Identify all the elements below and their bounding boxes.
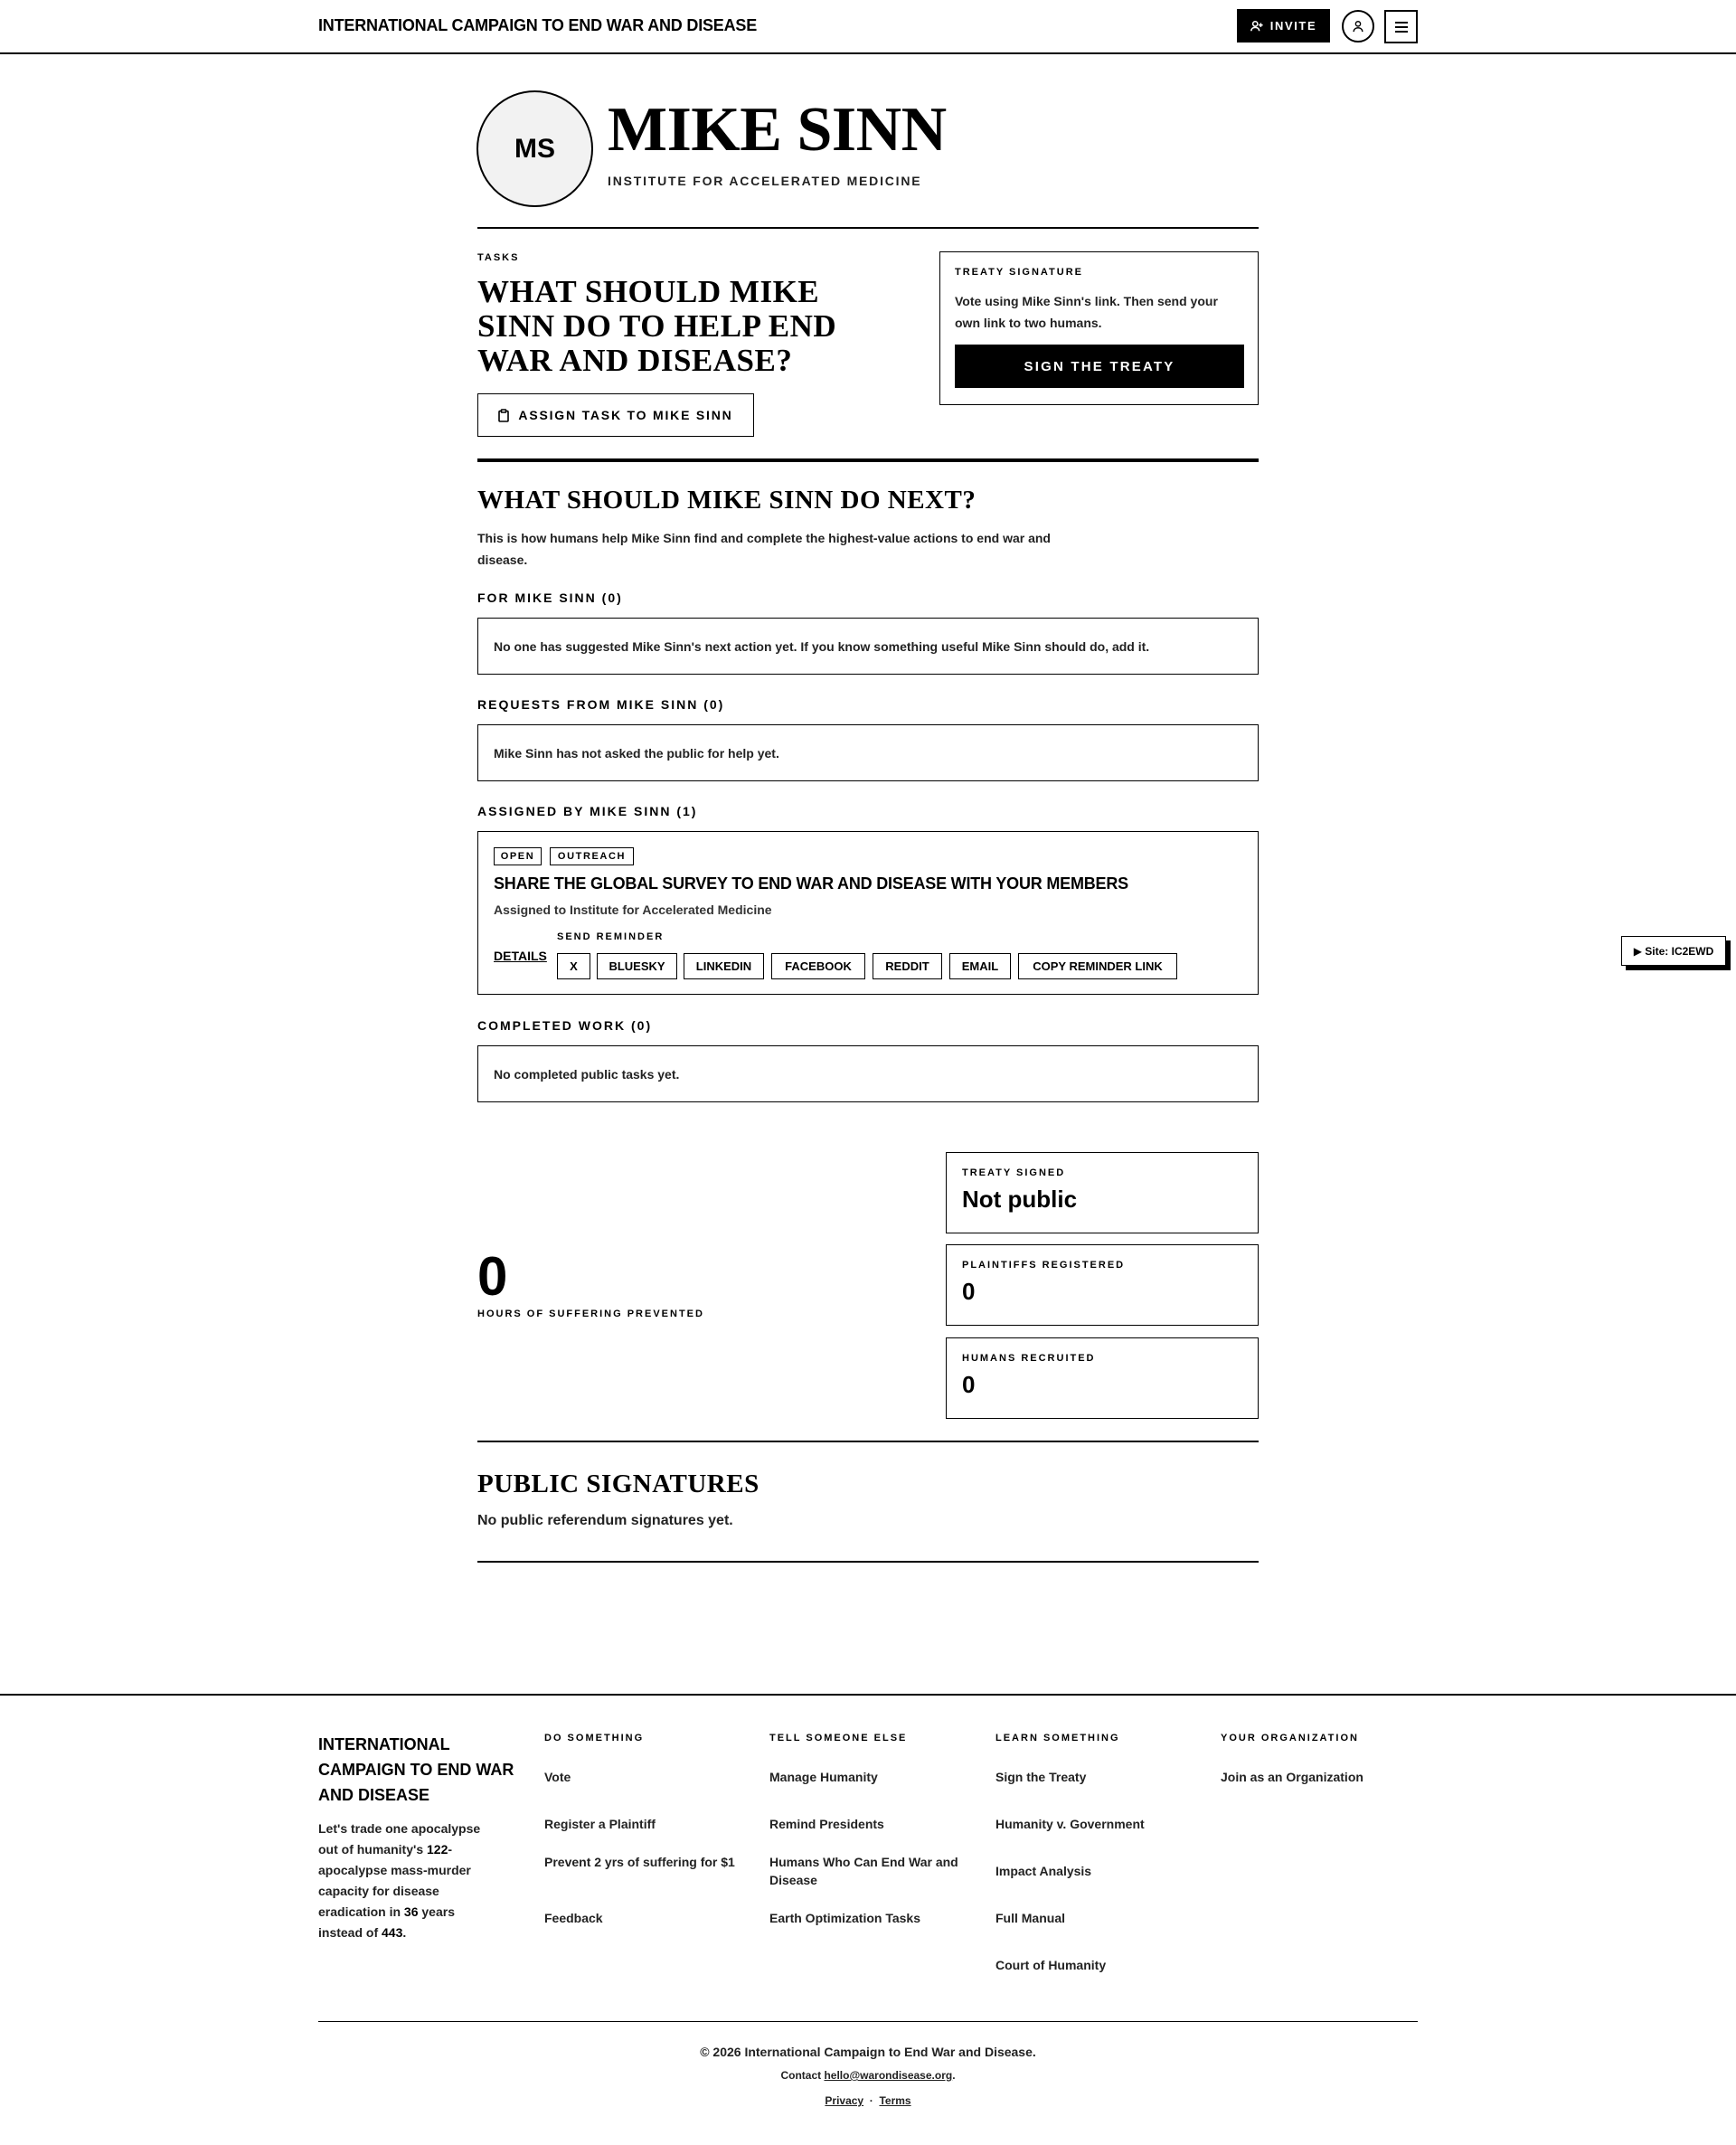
copy-reminder-link-button[interactable]: COPY REMINDER LINK [1018,953,1177,979]
share-bluesky-button[interactable]: BLUESKY [597,953,677,979]
stat-value: Not public [962,1186,1078,1213]
treaty-card-text: Vote using Mike Sinn's link. Then send your own link to two humans. [955,294,1218,330]
tagline-number: 36 [403,1904,419,1919]
contact-email-link[interactable]: hello@warondisease.org [824,2069,953,2082]
treaty-signature-card [939,251,1259,405]
privacy-link[interactable]: Privacy [825,2094,864,2107]
user-plus-icon [1250,20,1263,33]
tagline-number: 443 [382,1925,403,1940]
category-badge: OUTREACH [550,847,634,865]
share-email-button[interactable]: EMAIL [949,953,1011,979]
task-title[interactable]: SHARE THE GLOBAL SURVEY TO END WAR AND DISEASE WITH YOUR MEMBERS [494,874,1128,893]
profile-name: MIKE SINN [608,95,947,165]
footer-link-vote[interactable]: Vote [544,1770,571,1784]
footer-link-remind-presidents[interactable]: Remind Presidents [769,1817,884,1831]
tasks-label: TASKS [477,252,520,263]
footer-link-feedback[interactable]: Feedback [544,1911,603,1925]
requests-section-label: REQUESTS FROM MIKE SINN (0) [477,697,725,712]
tagline-text: -apocalypse mass-murder capacity for disease eradication in [318,1842,471,1919]
tagline-text: years instead of [318,1904,455,1940]
footer-copyright: © 2026 International Campaign to End War and Disease. [700,2045,1036,2059]
next-actions-description: This is how humans help Mike Sinn find and complete the highest-value actions to end war and disease. [477,531,1051,567]
for-section-label: FOR MIKE SINN (0) [477,591,623,605]
top-navigation-bar [0,0,1736,54]
footer-link-prevent-suffering[interactable]: Prevent 2 yrs of suffering for $1 [544,1855,735,1869]
assigned-section-label: ASSIGNED BY MIKE SINN (1) [477,804,698,818]
footer-link-court-of-humanity[interactable]: Court of Humanity [995,1958,1107,1972]
hours-prevented-label: HOURS OF SUFFERING PREVENTED [477,1309,704,1319]
divider [477,227,1259,229]
stat-value: 0 [962,1278,976,1305]
stat-label: HUMANS RECRUITED [962,1353,1096,1364]
share-reddit-button[interactable]: REDDIT [873,953,942,979]
hours-prevented-value: 0 [477,1246,508,1307]
completed-empty-text: No completed public tasks yet. [494,1066,680,1082]
footer-tagline [318,1819,499,1943]
footer-link-full-manual[interactable]: Full Manual [995,1911,1065,1925]
footer-heading-do-something: DO SOMETHING [544,1733,645,1743]
footer-link-register-plaintiff[interactable]: Register a Plaintiff [544,1817,656,1831]
public-signatures-empty: No public referendum signatures yet. [477,1513,733,1528]
footer-heading-tell-someone: TELL SOMEONE ELSE [769,1733,908,1743]
next-actions-heading: WHAT SHOULD MIKE SINN DO NEXT? [477,486,976,515]
avatar: MS [476,90,593,207]
profile-organization[interactable]: INSTITUTE FOR ACCELERATED MEDICINE [608,174,922,188]
site-badge[interactable]: ▶ Site: IC2EWD [1621,936,1726,966]
footer-heading-learn-something: LEARN SOMETHING [995,1733,1120,1743]
for-empty-state [477,618,1259,675]
footer-link-sign-treaty[interactable]: Sign the Treaty [995,1770,1087,1784]
tagline-number: 122 [427,1842,448,1857]
send-reminder-label: SEND REMINDER [557,931,665,942]
task-assignee: Assigned to Institute for Accelerated Medicine [494,902,772,917]
treaty-card-label: TREATY SIGNATURE [955,267,1084,278]
footer-divider [318,2021,1418,2022]
completed-section-label: COMPLETED WORK (0) [477,1018,653,1033]
stat-label: TREATY SIGNED [962,1167,1066,1178]
footer-contact [0,2069,1736,2082]
footer-link-humanity-v-government[interactable]: Humanity v. Government [995,1817,1145,1831]
for-empty-text: No one has suggested Mike Sinn's next action yet. If you know something useful Mike Sinn should do, add it. [494,638,1150,654]
divider [477,1561,1259,1563]
details-link[interactable]: DETAILS [494,949,547,963]
menu-button[interactable] [1384,10,1418,43]
footer-brand: INTERNATIONAL CAMPAIGN TO END WAR AND DISEASE [318,1735,514,1804]
divider [477,1441,1259,1442]
assign-task-label: ASSIGN TASK TO MIKE SINN [518,408,733,422]
footer-link-join-organization[interactable]: Join as an Organization [1221,1770,1363,1784]
footer-link-humans-who-can[interactable]: Humans Who Can End War and Disease [769,1855,958,1887]
public-signatures-heading: PUBLIC SIGNATURES [477,1469,760,1498]
share-x-button[interactable]: X [557,953,590,979]
divider [477,458,1259,462]
tagline-text: . [402,1925,407,1940]
footer-link-impact-analysis[interactable]: Impact Analysis [995,1864,1092,1878]
footer-link-earth-optimization[interactable]: Earth Optimization Tasks [769,1911,920,1925]
invite-button[interactable] [1237,9,1330,43]
footer-link-manage-humanity[interactable]: Manage Humanity [769,1770,878,1784]
status-badge: OPEN [494,847,542,865]
account-button[interactable] [1342,10,1374,43]
tasks-heading: WHAT SHOULD MIKE SINN DO TO HELP END WAR AND DISEASE? [477,274,837,378]
user-icon [1352,20,1364,33]
assigned-task-card [477,831,1259,995]
clipboard-icon [498,409,509,422]
stat-treaty-signed [946,1152,1259,1233]
contact-suffix: . [952,2069,956,2082]
tagline-text: Let's trade one apocalypse out of humanity's [318,1821,481,1857]
sign-treaty-button[interactable]: SIGN THE TREATY [955,345,1244,388]
footer-heading-your-organization: YOUR ORGANIZATION [1221,1733,1359,1743]
assign-task-button[interactable] [477,393,754,437]
stat-value: 0 [962,1371,976,1398]
footer-legal [0,2094,1736,2107]
requests-empty-state [477,724,1259,781]
menu-icon [1395,22,1408,33]
invite-label: INVITE [1269,19,1317,33]
stat-plaintiffs-registered [946,1244,1259,1326]
legal-separator: · [869,2094,873,2107]
share-facebook-button[interactable]: FACEBOOK [771,953,865,979]
stat-label: PLAINTIFFS REGISTERED [962,1260,1126,1271]
site-brand[interactable]: INTERNATIONAL CAMPAIGN TO END WAR AND DISEASE [318,16,758,34]
share-linkedin-button[interactable]: LINKEDIN [684,953,764,979]
completed-empty-state [477,1045,1259,1102]
stat-humans-recruited [946,1337,1259,1419]
terms-link[interactable]: Terms [879,2094,911,2107]
requests-empty-text: Mike Sinn has not asked the public for help yet. [494,745,779,761]
contact-prefix: Contact [780,2069,825,2082]
